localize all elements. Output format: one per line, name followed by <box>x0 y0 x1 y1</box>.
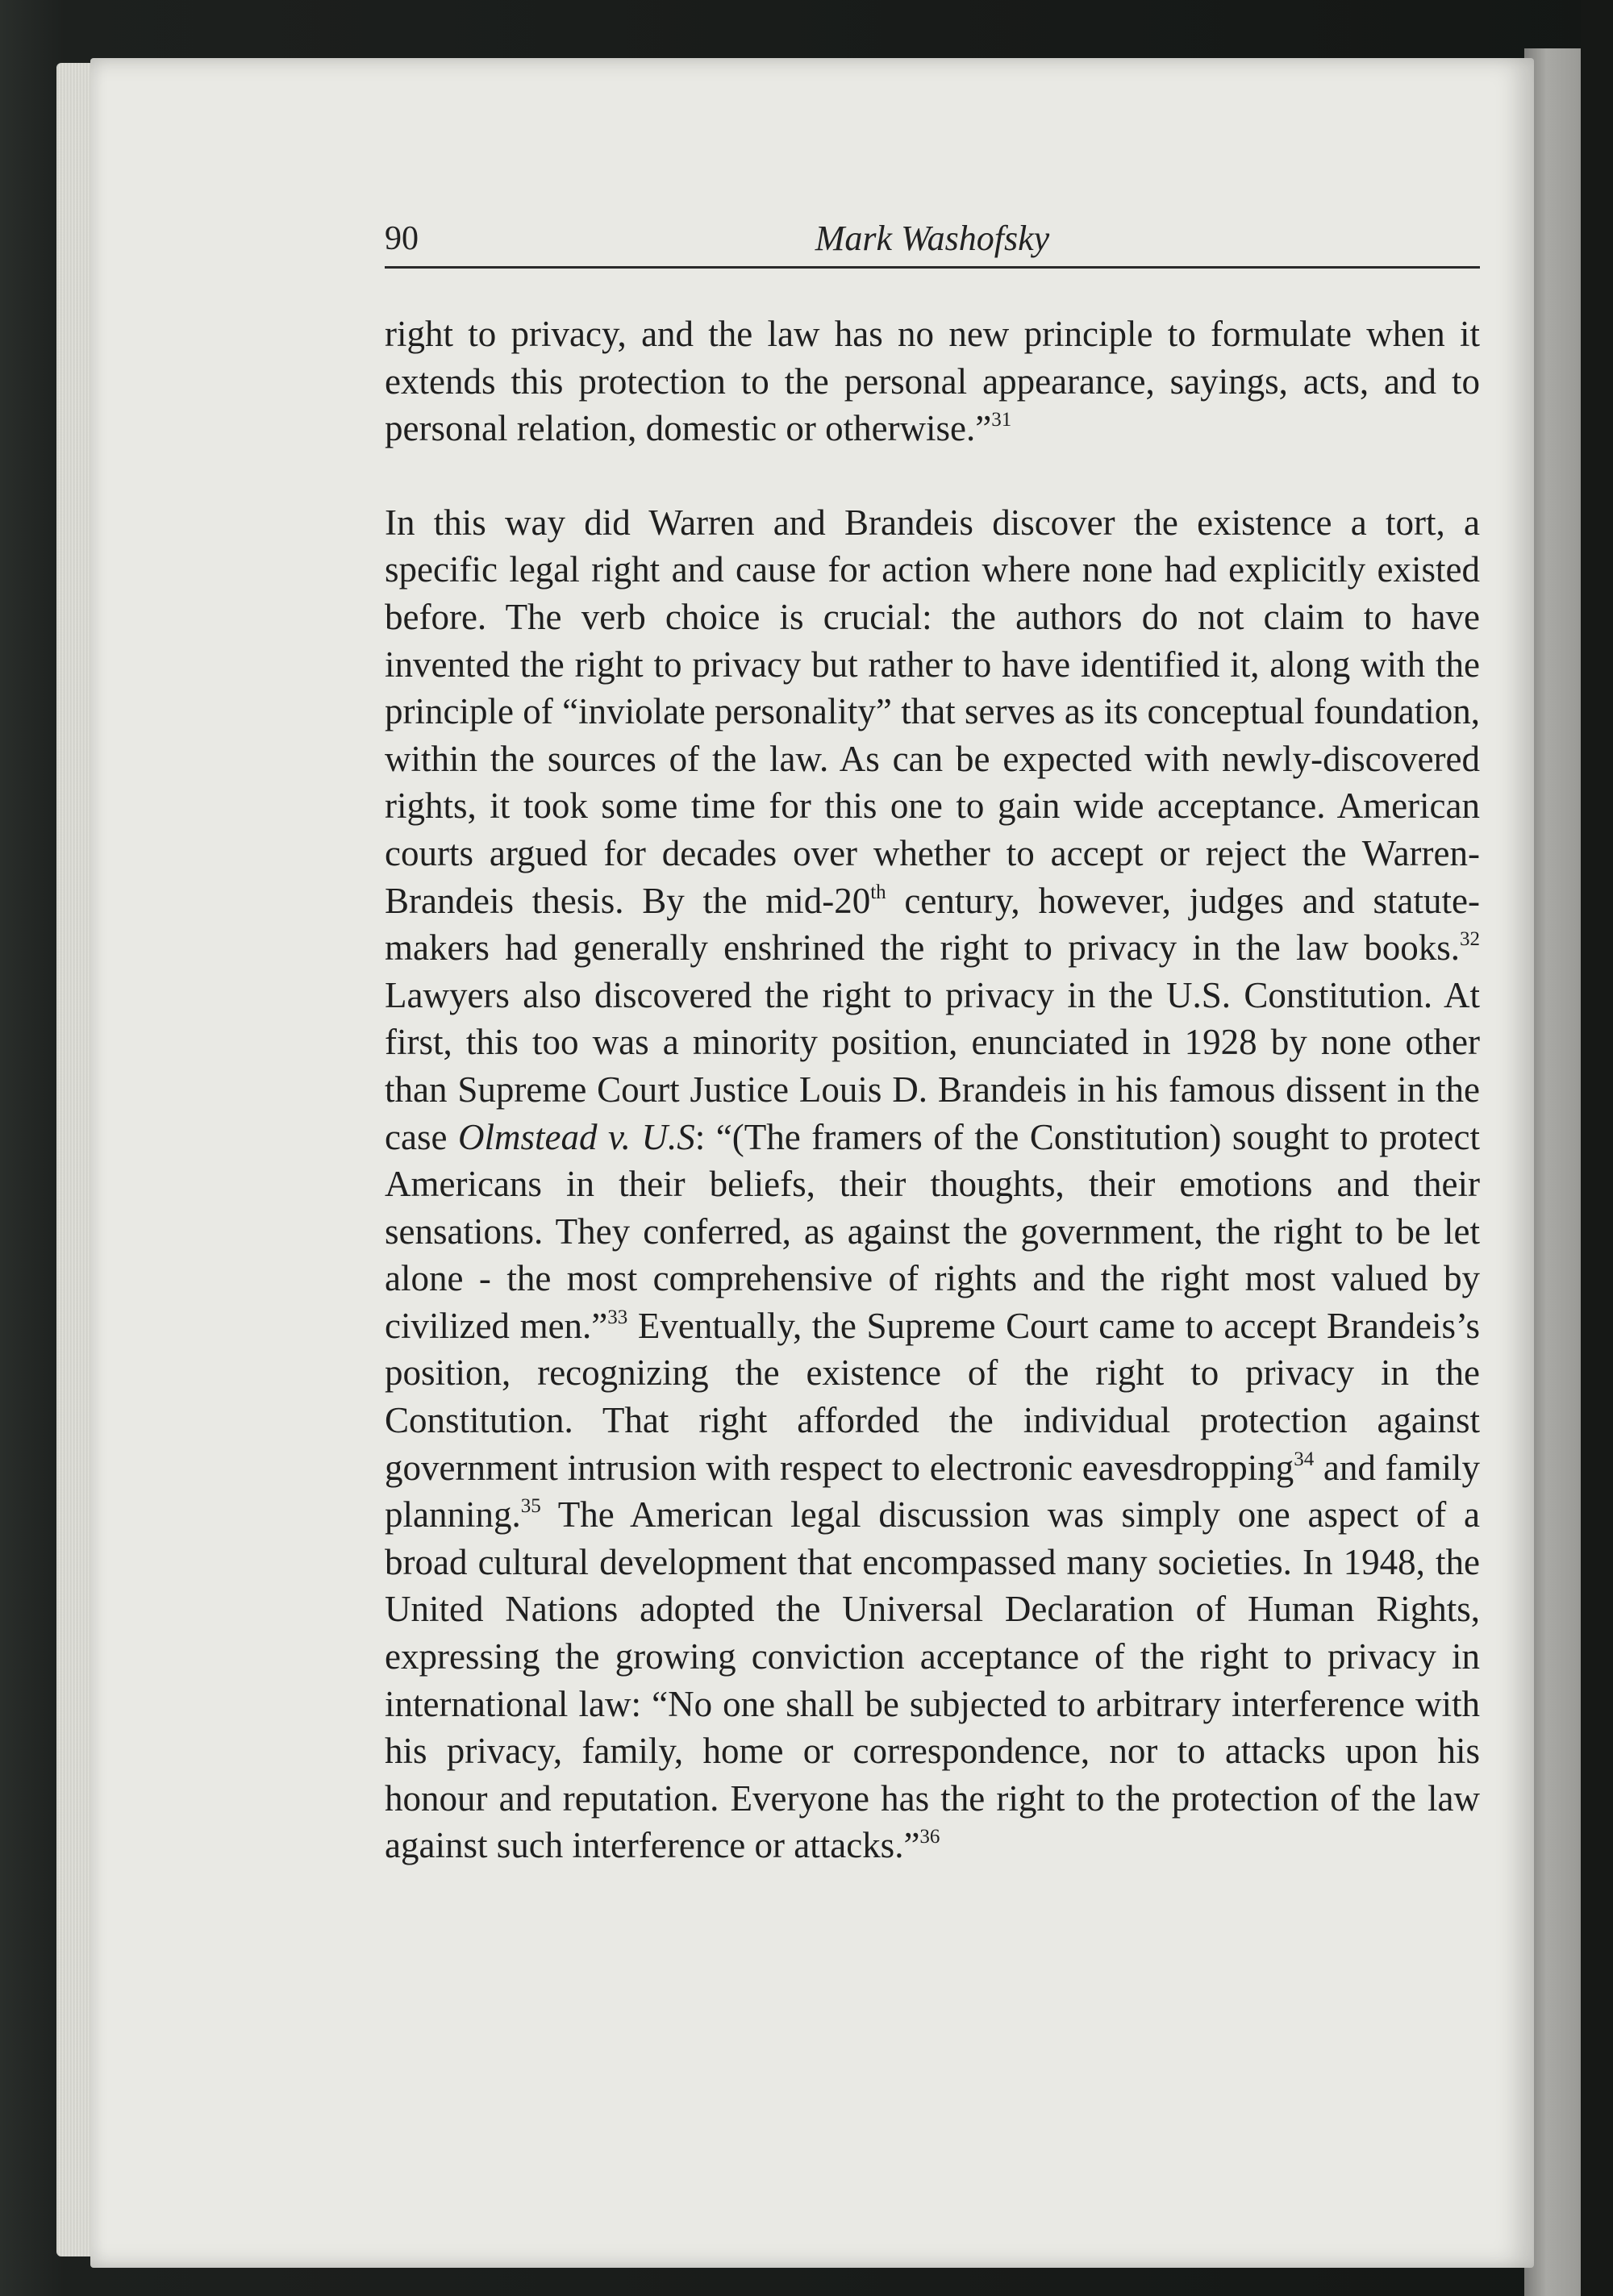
footnote-ref-31: 31 <box>991 409 1012 431</box>
page-header <box>385 218 1480 269</box>
paragraph-2-sentence-6: and family planning. <box>385 1447 1480 1536</box>
paragraph-2-sentence-5: Eventually, the Supreme Court came to accept Brandeis’s position, recognizing the existence of the right to privacy in the Constitution. That right afforded the individual protection against government intrusion with respect to electronic eavesdropping <box>385 1305 1480 1488</box>
footnote-ref-35: 35 <box>520 1495 541 1518</box>
footnote-ref-36: 36 <box>919 1826 940 1848</box>
scan-edge-right <box>1581 0 1613 2296</box>
page-number: 90 <box>385 220 419 257</box>
body-text <box>385 310 1480 1869</box>
footnote-ref-33: 33 <box>607 1306 628 1328</box>
paragraph-1 <box>385 310 1480 452</box>
paragraph-2-sentence-4: : “(The framers of the Constitution) sought to protect Americans in their beliefs, their thoughts, their emotions and their sensations. They conferred, as against the government, the right to be let alone - the most comprehensive of rights and the right most valued by civilized men.” <box>385 1116 1481 1346</box>
paragraph-2-sentence-3: Lawyers also discovered the right to privacy in the U.S. Constitution. At first, this too was a minority position, enunciated in 1928 by none other than Supreme Court Justice Louis D. Brandeis in his famous dissent in the case <box>385 974 1480 1157</box>
ordinal-suffix: th <box>870 881 886 903</box>
paragraph-1-text: right to privacy, and the law has no new principle to formulate when it extends this protection to the personal appearance, sayings, acts, and to personal relation, domestic or otherwise.” <box>385 314 1480 449</box>
paragraph-2-sentence-1: In this way did Warren and Brandeis discover the existence a tort, a specific legal right and cause for action where none had explicitly existed before. The verb choice is crucial: the authors do not claim to have invented the right to privacy but rather to have identified it, along with the principle of “inviolate personality” that serves as its conceptual foundation, within the sources of the law. As can be expected with newly-discovered rights, it took some time for this one to gain wide acceptance. American courts argued for decades over whether to accept or reject the Warren-Brandeis thesis. By the mid-20 <box>385 502 1480 921</box>
footnote-ref-34: 34 <box>1294 1448 1315 1470</box>
case-name: Olmstead v. U.S <box>458 1116 695 1157</box>
footnote-ref-32: 32 <box>1460 928 1480 951</box>
paragraph-2 <box>385 499 1480 1869</box>
paragraph-2-sentence-7: The American legal discussion was simply one aspect of a broad cultural development that encompassed many societies. In 1948, the United Nations adopted the Universal Declaration of Human Rights, expressing the growing conviction acceptance of the right to privacy in international law: “No one shall be subjected to arbitrary interference with his privacy, family, home or correspondence, nor to attacks upon his honour and reputation. Everyone has the right to the protection of the law against such interference or attacks.” <box>385 1494 1480 1866</box>
running-head-author: Mark Washofsky <box>815 219 1050 258</box>
paragraph-2-sentence-2: century, however, judges and statute-makers had generally enshrined the right to privacy in the law books. <box>385 880 1480 969</box>
